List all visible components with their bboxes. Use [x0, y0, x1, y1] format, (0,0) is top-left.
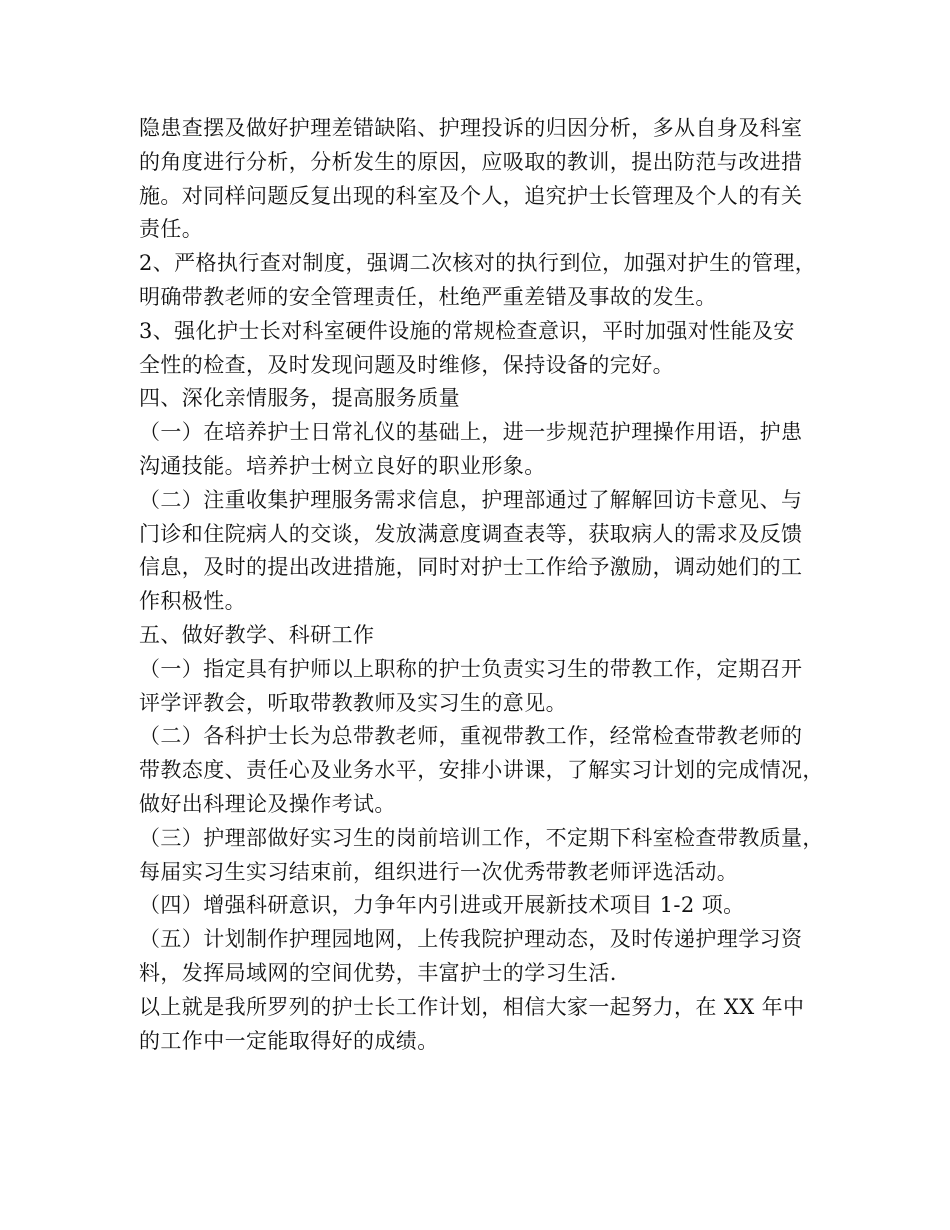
text-line: （二）各科护士长为总带教老师，重视带教工作，经常检查带教老师的 [139, 724, 803, 749]
text-line: 隐患查摆及做好护理差错缺陷、护理投诉的归因分析，多从自身及科室 [139, 116, 803, 140]
text-line: 的角度进行分析，分析发生的原因，应吸取的教训，提出防范与改进措 [139, 149, 803, 174]
section-heading: 五、做好教学、科研工作 [139, 622, 375, 647]
document-body [139, 112, 839, 1058]
text-line: 施。对同样问题反复出现的科室及个人，追究护士长管理及个人的有关 [139, 183, 803, 208]
text-line: 明确带教老师的安全管理责任，杜绝严重差错及事故的发生。 [139, 284, 717, 309]
text-line: （二）注重收集护理服务需求信息，护理部通过了解解回访卡意见、与 [139, 487, 803, 512]
text-line: （一）在培养护士日常礼仪的基础上，进一步规范护理操作用语，护患 [139, 420, 803, 445]
text-line: 每届实习生实习结束前，组织进行一次优秀带教老师评选活动。 [139, 859, 739, 884]
text-line: 责任。 [139, 217, 204, 242]
text-line: （三）护理部做好实习生的岗前培训工作，不定期下科室检查带教质量， [139, 825, 824, 850]
text-line: 全性的检查，及时发现问题及时维修，保持设备的完好。 [139, 352, 674, 377]
text-line: 料，发挥局域网的空间优势，丰富护士的学习生活. [139, 960, 617, 985]
text-line: 的工作中一定能取得好的成绩。 [139, 1028, 439, 1053]
section-heading: 四、深化亲情服务，提高服务质量 [139, 386, 460, 411]
text-line: （四）增强科研意识，力争年内引进或开展新技术项目 1-2 项。 [139, 893, 745, 918]
text-line: （五）计划制作护理园地网，上传我院护理动态，及时传递护理学习资 [139, 927, 803, 952]
text-line: 门诊和住院病人的交谈，发放满意度调查表等，获取病人的需求及反馈 [139, 521, 803, 546]
text-line: 做好出科理论及操作考试。 [139, 791, 396, 816]
text-line: 以上就是我所罗列的护士长工作计划，相信大家一起努力，在 XX 年中 [139, 994, 805, 1019]
text-line: 评学评教会，听取带教教师及实习生的意见。 [139, 690, 567, 715]
text-line: 3、强化护士长对科室硬件设施的常规检查意识，平时加强对性能及安 [139, 318, 795, 343]
text-line: 沟通技能。培养护士树立良好的职业形象。 [139, 453, 546, 478]
text-line: 作积极性。 [139, 589, 246, 614]
text-line: （一）指定具有护师以上职称的护士负责实习生的带教工作，定期召开 [139, 656, 803, 681]
text-line: 2、严格执行查对制度，强调二次核对的执行到位，加强对护生的管理， [139, 251, 817, 276]
text-line: 信息，及时的提出改进措施，同时对护士工作给予激励，调动她们的工 [139, 555, 803, 580]
text-line: 带教态度、责任心及业务水平，安排小讲课，了解实习计划的完成情况， [139, 758, 824, 783]
